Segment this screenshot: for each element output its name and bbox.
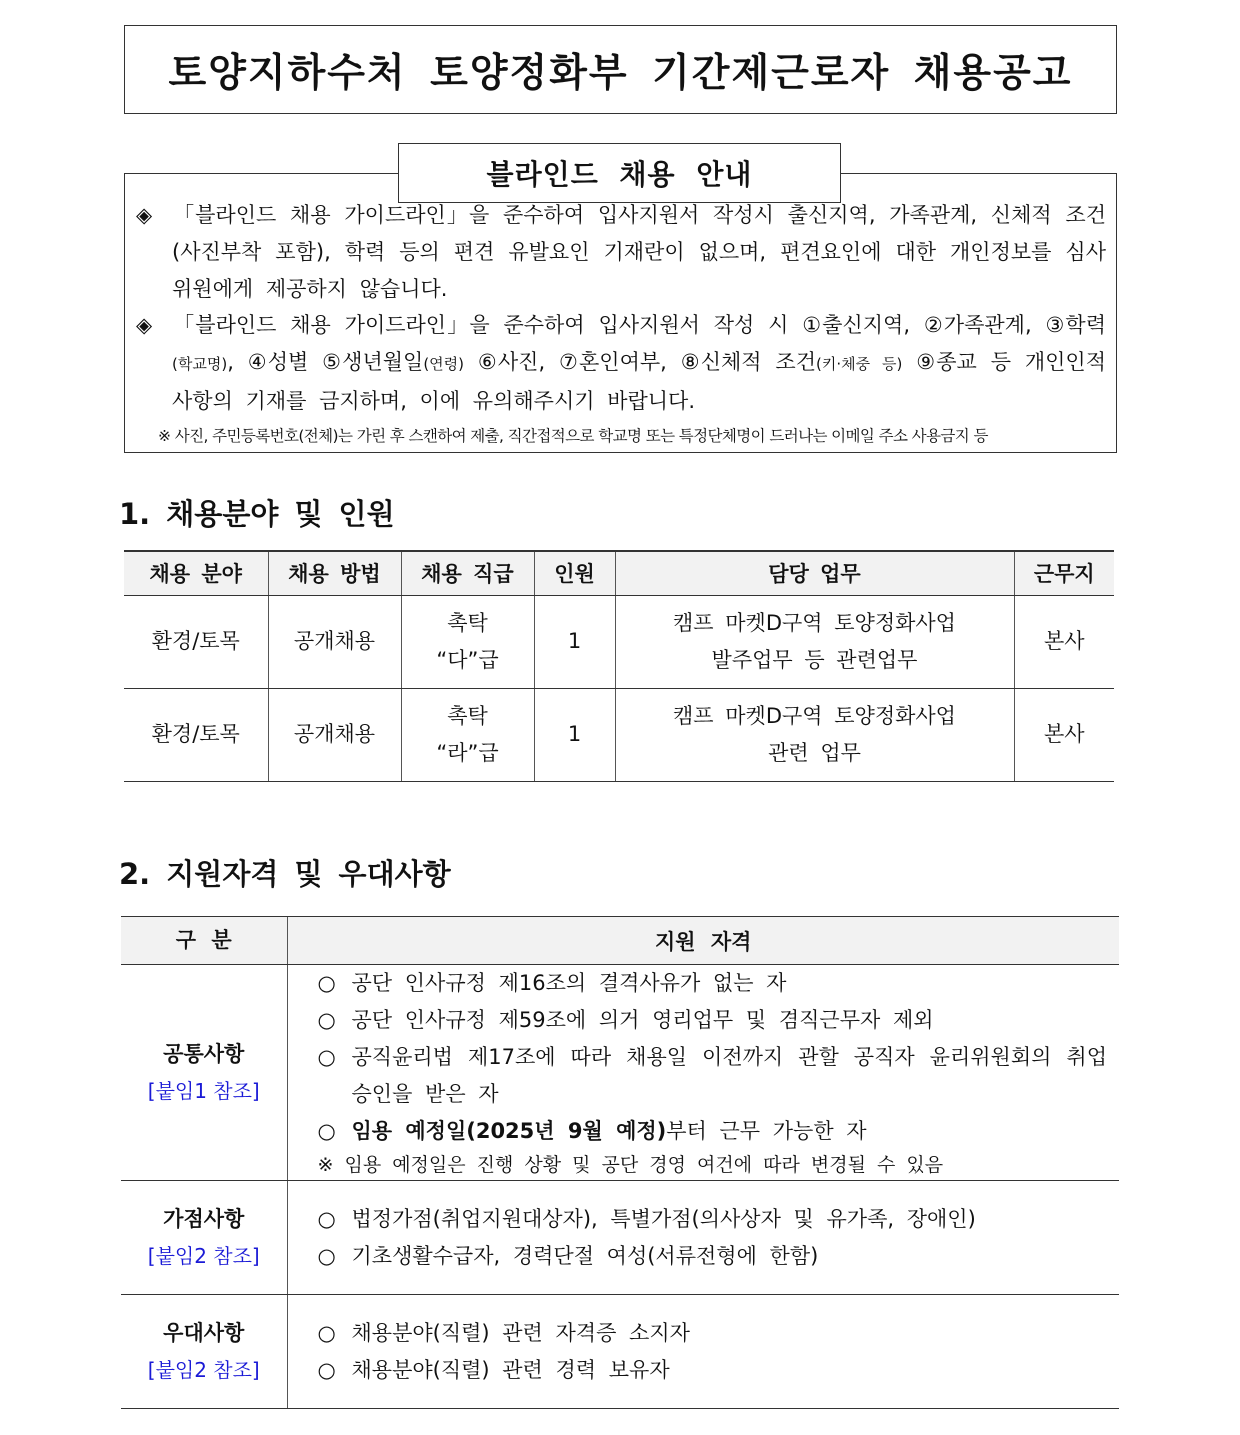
cell-place: 본사 xyxy=(1014,688,1114,781)
preference-items xyxy=(287,1295,1119,1409)
table-row xyxy=(124,688,1114,781)
list-item xyxy=(318,965,1108,1002)
item-text: 법정가점(취업지원대상자), 특별가점(의사상자 및 유가족, 장애인) xyxy=(351,1206,976,1231)
grade-line-2: “다”급 xyxy=(436,647,499,672)
cell-method: 공개채용 xyxy=(268,688,401,781)
item-text: 기초생활수급자, 경력단절 여성(서류전형에 한함) xyxy=(351,1243,819,1268)
section-2-heading: 2. 지원자격 및 우대사항 xyxy=(119,857,451,891)
item-text: 채용분야(직렬) 관련 자격증 소지자 xyxy=(351,1320,690,1345)
cell-grade xyxy=(401,595,534,688)
list-item xyxy=(318,1002,1108,1039)
attachment-ref: [붙임2 참조] xyxy=(147,1243,260,1268)
item-text: 공단 인사규정 제16조의 결격사유가 없는 자 xyxy=(351,971,787,995)
cell-duty xyxy=(615,595,1014,688)
category-name: 가점사항 xyxy=(163,1206,245,1231)
cell-field: 환경/토목 xyxy=(124,688,268,781)
category-name: 공통사항 xyxy=(163,1041,245,1066)
header-category: 구 분 xyxy=(121,917,287,965)
cell-count: 1 xyxy=(534,595,615,688)
table-row xyxy=(124,595,1114,688)
qualification-table xyxy=(121,916,1119,1409)
table-header-row xyxy=(121,917,1119,965)
list-item xyxy=(318,1039,1108,1113)
title-box xyxy=(124,25,1117,114)
list-item xyxy=(318,1315,1108,1352)
item-text-bold: 임용 예정일(2025년 9월 예정) xyxy=(351,1119,667,1143)
blind-bullet-2-part3: ⑥사진, ⑦혼인여부, ⑧신체적 조건 xyxy=(464,350,816,374)
blind-bullet-2 xyxy=(136,307,1106,420)
table-row-bonus xyxy=(121,1181,1119,1295)
blind-bullet-2-small3: (키·체중 등) xyxy=(816,355,903,373)
blind-bullet-2-small1: (학교명) xyxy=(172,355,228,373)
cell-field: 환경/토목 xyxy=(124,595,268,688)
blind-bullet-2-part2: , ④성별 ⑤생년월일 xyxy=(227,350,424,374)
item-text: 채용분야(직렬) 관련 경력 보유자 xyxy=(351,1357,670,1382)
recruitment-table xyxy=(124,550,1114,782)
blind-bullet-2-small2: (연령) xyxy=(423,355,465,373)
circle-bullet-icon: ○ xyxy=(317,1119,336,1143)
header-place: 근무지 xyxy=(1014,551,1114,595)
common-items xyxy=(287,965,1119,1181)
duty-line-1: 캠프 마켓D구역 토양정화사업 xyxy=(673,703,956,728)
grade-line-1: 촉탁 xyxy=(447,610,488,635)
header-field: 채용 분야 xyxy=(124,551,268,595)
list-item xyxy=(318,1352,1108,1389)
page-title: 토양지하수처 토양정화부 기간제근로자 채용공고 xyxy=(168,50,1073,96)
blind-bullet-2-part1: 「블라인드 채용 가이드라인」을 준수하여 입사지원서 작성 시 ①출신지역, ②가족관계, ③학력 xyxy=(172,313,1106,337)
category-preference xyxy=(121,1295,287,1409)
cell-count: 1 xyxy=(534,688,615,781)
circle-bullet-icon: ○ xyxy=(317,971,336,995)
diamond-bullet-icon: ◈ xyxy=(136,203,153,227)
category-name: 우대사항 xyxy=(163,1320,245,1345)
cell-grade xyxy=(401,688,534,781)
list-item xyxy=(318,1113,1108,1150)
circle-bullet-icon: ○ xyxy=(317,1045,336,1069)
table-header-row xyxy=(124,551,1114,595)
header-method: 채용 방법 xyxy=(268,551,401,595)
bonus-items xyxy=(287,1181,1119,1295)
category-bonus xyxy=(121,1181,287,1295)
section-1-heading: 1. 채용분야 및 인원 xyxy=(119,497,395,531)
category-common xyxy=(121,965,287,1181)
table-row-preference xyxy=(121,1295,1119,1409)
attachment-ref: [붙임1 참조] xyxy=(147,1078,260,1103)
circle-bullet-icon: ○ xyxy=(317,1008,336,1032)
circle-bullet-icon: ○ xyxy=(317,1206,336,1231)
blind-bullet-1-text: 「블라인드 채용 가이드라인」을 준수하여 입사지원서 작성시 출신지역, 가족관계, 신체적 조건(사진부착 포함), 학력 등의 편견 유발요인 기재란이 없으며, 편견요인에 대한 개인정보를 심사위원에게 제공하지 않습니다. xyxy=(172,203,1106,301)
diamond-bullet-icon: ◈ xyxy=(136,313,153,337)
circle-bullet-icon: ○ xyxy=(317,1320,336,1345)
header-qualification: 지원 자격 xyxy=(287,917,1119,965)
list-item xyxy=(318,1201,1108,1238)
attachment-ref: [붙임2 참조] xyxy=(147,1357,260,1382)
header-grade: 채용 직급 xyxy=(401,551,534,595)
blind-bullet-1 xyxy=(136,197,1106,308)
blind-bullet-2-part4: ⑨종교 등 개인인적사항의 기재를 금지하며, 이에 유의해주시기 바랍니다. xyxy=(172,350,1106,413)
item-text: 공직윤리법 제17조에 따라 채용일 이전까지 관할 공직자 윤리위원회의 취업 승인을 받은 자 xyxy=(351,1045,1107,1106)
circle-bullet-icon: ○ xyxy=(317,1357,336,1382)
common-note: ※ 임용 예정일은 진행 상황 및 공단 경영 여건에 따라 변경될 수 있음 xyxy=(317,1154,944,1176)
blind-notice-heading: 블라인드 채용 안내 xyxy=(486,158,753,191)
duty-line-1: 캠프 마켓D구역 토양정화사업 xyxy=(673,610,956,635)
item-text: 공단 인사규정 제59조에 의거 영리업무 및 겸직근무자 제외 xyxy=(351,1008,934,1032)
cell-place: 본사 xyxy=(1014,595,1114,688)
header-duty: 담당 업무 xyxy=(615,551,1014,595)
list-item xyxy=(318,1238,1108,1275)
table-row-common xyxy=(121,965,1119,1181)
duty-line-2: 관련 업무 xyxy=(768,740,861,765)
item-text: 부터 근무 가능한 자 xyxy=(666,1119,867,1143)
circle-bullet-icon: ○ xyxy=(317,1243,336,1268)
duty-line-2: 발주업무 등 관련업무 xyxy=(711,647,918,672)
blind-note: ※ 사진, 주민등록번호(전체)는 가린 후 스캔하여 제출, 직간접적으로 학교명 또는 특정단체명이 드러나는 이메일 주소 사용금지 등 xyxy=(158,427,988,445)
grade-line-2: “라”급 xyxy=(436,740,499,765)
cell-duty xyxy=(615,688,1014,781)
header-count: 인원 xyxy=(534,551,615,595)
grade-line-1: 촉탁 xyxy=(447,703,488,728)
cell-method: 공개채용 xyxy=(268,595,401,688)
blind-notice-heading-box xyxy=(398,143,841,203)
